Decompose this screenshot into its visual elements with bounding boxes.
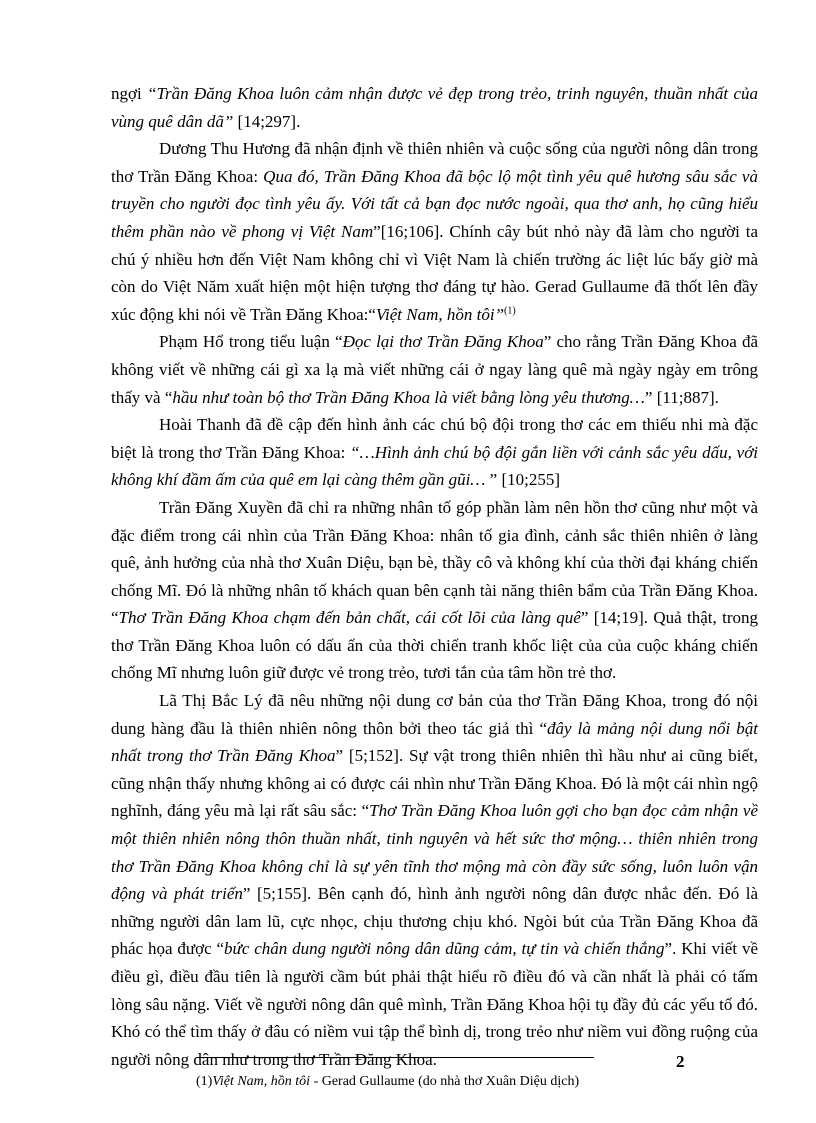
text-run: Hoài Thanh đã đề cập đến hình ảnh các chú bộ đội trong thơ các em thiếu nhi mà đặc biệt là trong thơ Trần Đăng Khoa:: [111, 415, 758, 462]
paragraph-4: [111, 411, 758, 494]
text-run: Dương Thu Hương đã nhận định về thiên nhiên và cuộc sống của người nông dân trong thơ Trần Đăng Khoa:: [111, 139, 758, 186]
quote-run: “…Hình ảnh chú bộ đội gắn liền với cảnh sắc yêu dấu, với không khí đầm ấm của quê em lại càng thêm gần gũi…: [111, 442, 759, 490]
footnote: [196, 1074, 579, 1090]
quote-run: Thơ Trần Đăng Khoa luôn gợi cho bạn đọc cảm nhận về một thiên nhiên nông thôn thuần nhất, tinh nguyên và hết sức thơ mộng… thiên nhiên trong thơ Trần Đăng Khoa không chỉ là sự yên tĩnh thơ mộng mà còn đầy sức sống, luôn luôn vận động và phát triển: [111, 801, 758, 904]
footnote-divider: [196, 1057, 594, 1058]
paragraph-1: [111, 80, 758, 135]
quote-run: Thơ Trần Đăng Khoa chạm đến bản chất, cái cốt lõi của làng quê: [118, 608, 581, 628]
page-number: 2: [676, 1052, 685, 1071]
quote-run: Việt Nam, hồn tôi: [375, 304, 495, 324]
text-run: Trần Đăng Xuyền đã chỉ ra những nhân tố góp phần làm nên hồn thơ cũng như một và đặc điểm trong cái nhìn của Trần Đăng Khoa: nhân tố gia đình, cảnh sắc thiên nhiên ở làng quê, ảnh hưởng của nhà thơ Xuân Diệu, bạn bè, thầy cô và không khí của thời đại kháng chiến chống Mĩ. Đó là những nhân tố khách quan bên cạnh tài năng thiên bẩm của Trần Đăng Khoa. “: [111, 497, 758, 628]
citation-run: ” [10;255]: [485, 470, 561, 490]
quote-mark: ”: [494, 304, 505, 324]
text-run: ” [14;19]. Quả thật, trong thơ Trần Đăng Khoa luôn có dấu ấn của thời chiến tranh khốc liệt của của cuộc kháng chiến chống Mĩ nhưng luôn giữ được vẻ trong trẻo, tươi tắn của tâm hồn trẻ thơ.: [111, 608, 758, 683]
text-run: ngợi: [111, 84, 148, 103]
quote-run: hầu như toàn bộ thơ Trần Đăng Khoa là viết bằng lòng yêu thương…: [172, 387, 645, 407]
quote-run: bức chân dung người nông dân dũng cảm, tự tin và chiến thắng: [224, 939, 665, 959]
paragraph-3: [111, 328, 758, 411]
text-run: ” [5;152]. Sự vật trong thiên nhiên thì hầu như ai cũng biết, cũng nhận thấy nhưng không ai có được cái nhìn như Trần Đăng Khoa. Đó là một cái nhìn ngộ nghĩnh, đáng yêu mà lại rất sâu sắc: “: [111, 746, 758, 821]
text-run: ” cho rằng Trần Đăng Khoa đã không viết về những cái gì xa lạ mà viết những cái ở ngay làng quê mà ngày ngày em trông thấy và “: [111, 332, 758, 407]
footnote-title: Việt Nam, hồn tôi: [212, 1074, 311, 1089]
footnote-ref[interactable]: (1): [504, 305, 516, 317]
citation-run: [14;297].: [233, 111, 301, 131]
quote-run: Qua đó, Trần Đăng Khoa đã bộc lộ một tình yêu quê hương sâu sắc và truyền cho người đọc tình yêu ấy. Với tất cả bạn đọc nước ngoài, qua thơ anh, họ cũng hiểu thêm phần nào về phong vị Việt Nam: [111, 166, 758, 241]
quote-run: Đọc lại thơ Trần Đăng Khoa: [342, 332, 544, 352]
paragraph-5: [111, 494, 758, 687]
text-run: ”[16;106]. Chính cây bút nhỏ này đã làm cho người ta chú ý nhiều hơn đến Việt Nam không chỉ vì Việt Nam là chiến trường ác liệt lúc bấy giờ mà còn do Việt Năm xuất hiện một hiện tượng thơ đáng tự hào. Gerad Gullaume đã thốt lên đầy xúc động khi nói về Trần Đăng Khoa:“: [111, 221, 758, 324]
quote-run: đây là mảng nội dung nổi bật nhất trong thơ Trần Đăng Khoa: [111, 718, 758, 766]
document-body: [111, 80, 758, 1073]
quote-run: “Trần Đăng Khoa luôn cảm nhận được vẻ đẹp trong trẻo, trinh nguyên, thuần nhất của vùng quê dân dã”: [111, 84, 758, 131]
text-run: ”. Khi viết về điều gì, điều đầu tiên là người cầm bút phải thật hiểu rõ điều đó và cần nhất là phải có tấm lòng sâu nặng. Viết về người nông dân quê mình, Trần Đăng Khoa hội tụ đầy đủ các yếu tố đó. Khó có thể tìm thấy ở đâu có niềm vui tập thể bình dị, trong trẻo như niềm vui đồng ruộng của người nông dân như trong thơ Trần Đăng Khoa.: [111, 939, 758, 1069]
footnote-mark: (1): [196, 1074, 213, 1089]
paragraph-6: [111, 687, 758, 1073]
footnote-text: - Gerad Gullaume (do nhà thơ Xuân Diệu dịch): [310, 1074, 580, 1089]
text-run: ” [5;155]. Bên cạnh đó, hình ảnh người nông dân được nhắc đến. Đó là những người dân lam lũ, cực nhọc, chịu thương chịu khó. Ngòi bút của Trần Đăng Khoa đã phác họa được “: [111, 884, 758, 959]
text-run: Lã Thị Bắc Lý đã nêu những nội dung cơ bản của thơ Trần Đăng Khoa, trong đó nội dung hàng đầu là thiên nhiên nông thôn bởi theo tác giả thì “: [111, 691, 758, 738]
text-run: Phạm Hổ trong tiểu luận “: [159, 332, 343, 352]
citation-run: ” [11;887].: [644, 387, 719, 407]
paragraph-2: [111, 135, 758, 328]
